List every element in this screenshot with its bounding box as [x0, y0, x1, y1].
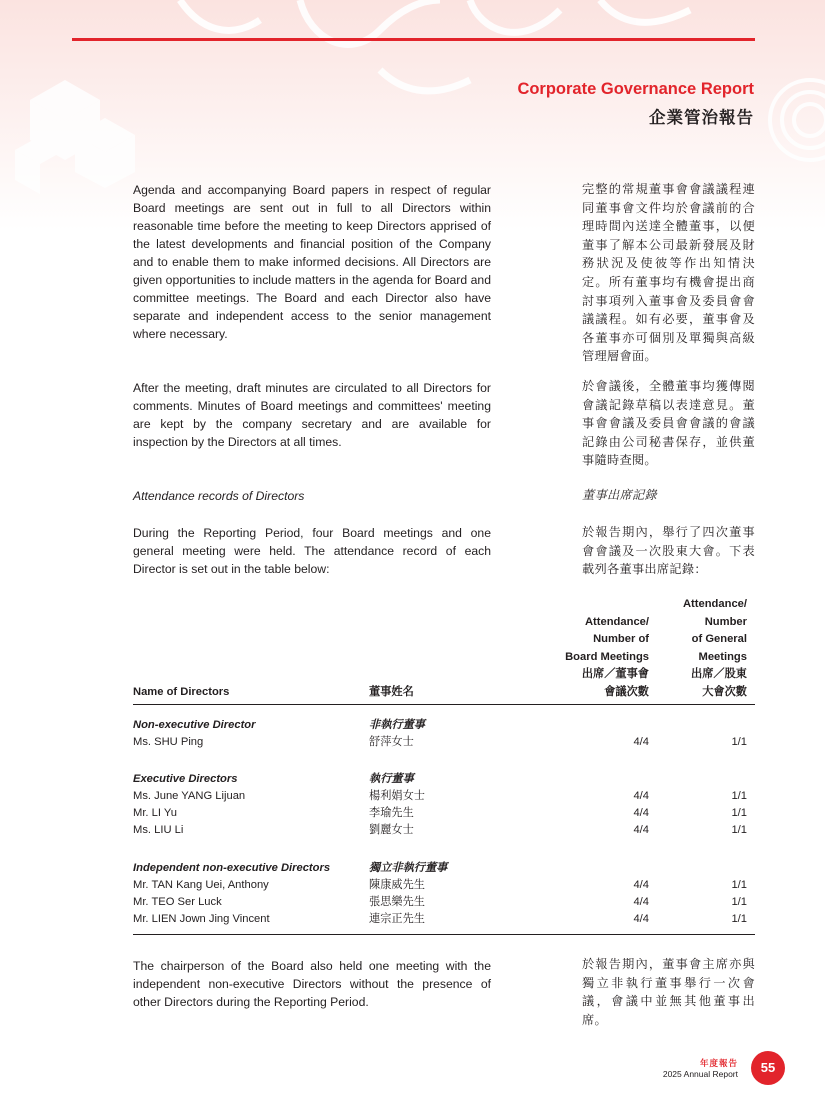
paragraph-minutes-zh: 於會議後，全體董事均獲傳閱會議記錄草稿以表達意見。董事會會議及委員會會議的會議記錄由公司秘書保存，並供董事隨時查閱。	[582, 379, 755, 468]
table-row: Ms. June YANG Lijuan 楊利娟女士 4/4 1/1	[133, 790, 747, 802]
table-row: Mr. LI Yu 李瑜先生 4/4 1/1	[133, 807, 747, 819]
table-row: Ms. SHU Ping 舒萍女士 4/4 1/1	[133, 736, 747, 748]
paragraph-attendance-zh: 於報告期內，舉行了四次董事會會議及一次股東大會。下表載列各董事出席記錄：	[582, 525, 755, 577]
footer-label-en: 2025 Annual Report	[662, 1069, 738, 1079]
paragraph-board-papers-en: Agenda and accompanying Board papers in respect of regular Board meetings are sent out in full to all Directors within reasonable time before the meeting to keep Directors apprised of the latest developments and financial position of the Company and to enable them to make informed decisions. All Directors are given opportunities to include matters in the agenda for Board and committee meetings. The Board and each Director also have separate and independent access to the senior management where necessary.	[133, 183, 491, 341]
table-row: Mr. TAN Kang Uei, Anthony 陳康威先生 4/4 1/1	[133, 879, 747, 891]
column-header-name-en: Name of Directors	[133, 685, 230, 698]
table-body	[133, 705, 755, 935]
table-row: Mr. TEO Ser Luck 張思樂先生 4/4 1/1	[133, 896, 747, 908]
column-header-name-zh: 董事姓名	[369, 685, 414, 698]
attendance-heading-en: Attendance records of Directors	[133, 489, 305, 503]
table-group-header: Executive Directors 執行董事	[133, 773, 414, 785]
column-header-general-meetings: Attendance/ Number of General Meetings 出席／股東 大會次數	[682, 598, 747, 698]
table-header	[133, 595, 755, 705]
table-row: Mr. LIEN Jown Jing Vincent 連宗正先生 4/4 1/1	[133, 913, 747, 925]
paragraph-board-papers-zh: 完整的常規董事會會議議程連同董事會文件均於會議前的合理時間內送達全體董事，以便董事了解本公司最新發展及財務狀況及使彼等作出知情決定。所有董事均有機會提出商討事項列入董事會及委員會會議議程。如有必要，董事會及各董事亦可個別及單獨與高級管理層會面。	[582, 182, 755, 364]
report-title-en: Corporate Governance Report	[517, 80, 754, 98]
paragraph-minutes-en: After the meeting, draft minutes are circulated to all Directors for comments. Minutes of Board meetings and committees' meeting are kept by the company secretary and are available for inspection by the Directors at all times.	[133, 381, 491, 449]
attendance-heading-zh: 董事出席記錄	[582, 488, 657, 502]
paragraph-chair-meeting-zh: 於報告期內，董事會主席亦與獨立非執行董事舉行一次會議，會議中並無其他董事出席。	[582, 957, 755, 1027]
page-number-badge: 55	[751, 1051, 785, 1085]
table-group-header: Non-executive Director 非執行董事	[133, 719, 425, 731]
column-header-board-meetings: Attendance/ Number of Board Meetings 出席／董事會 會議次數	[565, 615, 649, 698]
paragraph-chair-meeting-en: The chairperson of the Board also held one meeting with the independent non-executive Directors without the presence of other Directors during the Reporting Period.	[133, 959, 491, 1009]
table-group-header: Independent non-executive Directors 獨立非執行董事	[133, 862, 448, 874]
paragraph-attendance-en: During the Reporting Period, four Board meetings and one general meeting were held. The attendance record of each Director is set out in the table below:	[133, 526, 491, 576]
header-rule	[72, 38, 755, 41]
table-row: Ms. LIU Li 劉麗女士 4/4 1/1	[133, 824, 747, 836]
report-title-zh: 企業管治報告	[649, 109, 754, 127]
attendance-table	[133, 595, 755, 935]
footer-label-zh: 年度報告	[699, 1058, 738, 1068]
